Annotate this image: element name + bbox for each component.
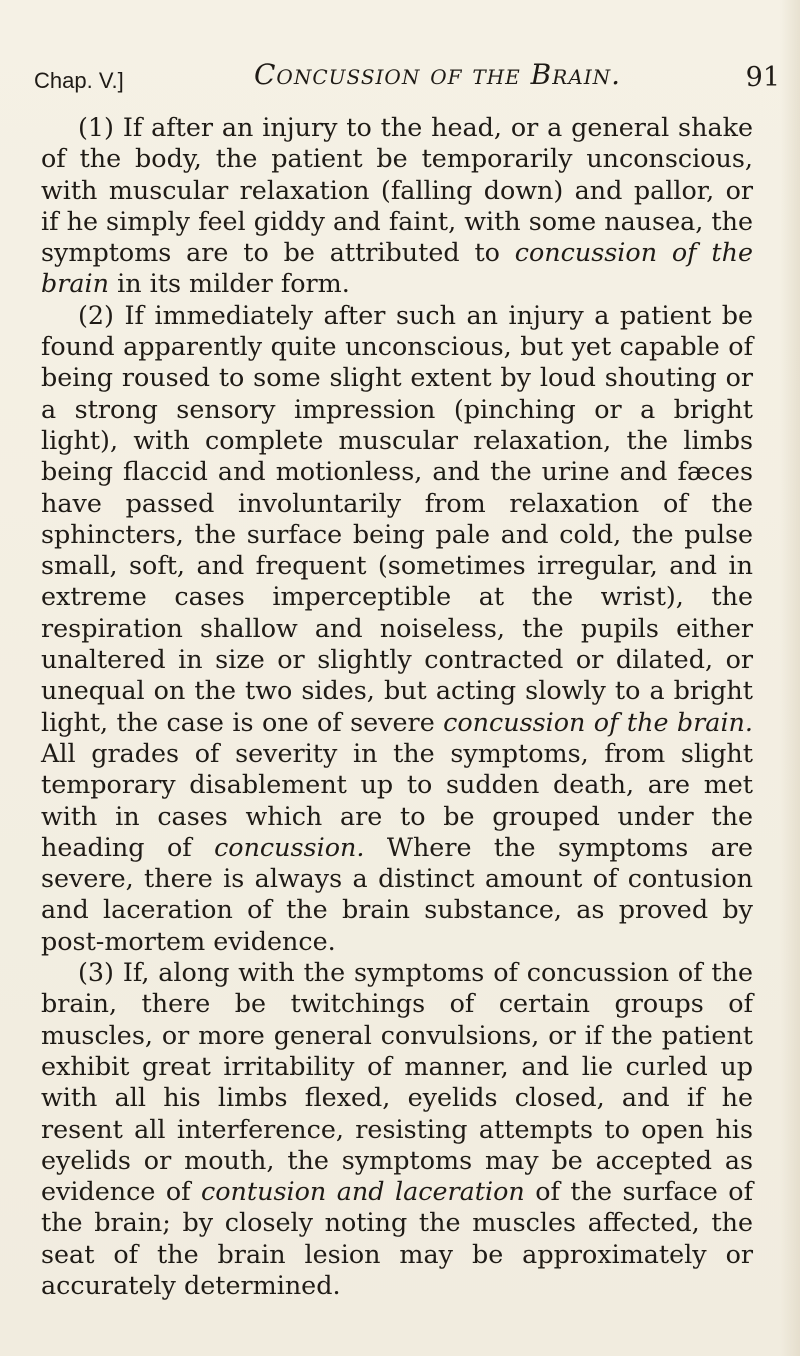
term-concussion-of-the-brain: concussion of the brain (41, 237, 753, 299)
paragraph-1-text-b: in its milder form. (109, 268, 350, 299)
paragraph-3-text-b: of the surface of the brain; by closely noting the muscles affected, the seat of the brain lesion may be approximately or accurately determined. (41, 1176, 753, 1300)
chapter-label: Chap. V.] (34, 68, 124, 93)
body-text (41, 112, 753, 1301)
page-number: 91 (745, 62, 780, 93)
page-edge-shadow (780, 0, 800, 1356)
paragraph-2 (41, 300, 753, 957)
paragraph-2-text-b: All grades of severity in the symptoms, from slight temporary disablement up to sudden death, are met with in cases which are to be grouped under the heading of (41, 737, 753, 862)
paragraph-1 (41, 112, 753, 300)
paragraph-1-text-a: (1) If after an injury to the head, or a general shake of the body, the patient be temporarily unconscious, with muscular relaxation (falling down) and pallor, or if he simply feel giddy and faint, with some nausea, the symptoms are to be attributed to (41, 112, 753, 268)
paragraph-2-text-c: Where the symptoms are severe, there is always a distinct amount of contusion and laceration of the brain substance, as proved by post-mortem evidence. (41, 831, 754, 956)
paragraph-3 (41, 957, 753, 1301)
running-title: Concussion of the Brain. (254, 58, 622, 91)
running-header (34, 42, 780, 102)
paragraph-3-text-a: (3) If, along with the symptoms of concussion of the brain, there be twitchings of certain groups of muscles, or more general convulsions, or if the patient exhibit great irritability of manner, and lie curled up with all his limbs flexed, eyelids closed, and if he resent all interference, resisting attempts to open his eyelids or mouth, the symptoms may be accepted as evidence of (41, 957, 753, 1207)
term-contusion-and-laceration: contusion and laceration (201, 1176, 525, 1207)
paragraph-2-text-a: (2) If immediately after such an injury a patient be found apparently quite unconscious, but yet capable of being roused to some slight extent by loud shouting or a strong sensory impression (pinching or a bright light), with complete muscular relaxation, the limbs being flaccid and motionless, and the urine and fæces have passed involuntarily from relaxation of the sphincters, the surface being pale and cold, the pulse small, soft, and frequent (sometimes irregular, and in extreme cases imperceptible at the wrist), the respiration shallow and noiseless, the pupils either unaltered in size or slightly contracted or dilated, or unequal on the two sides, but acting slowly to a bright light, the case is one of severe (41, 299, 753, 737)
term-concussion: concussion. (214, 831, 365, 862)
term-concussion-of-the-brain-severe: concussion of the brain. (443, 706, 753, 737)
